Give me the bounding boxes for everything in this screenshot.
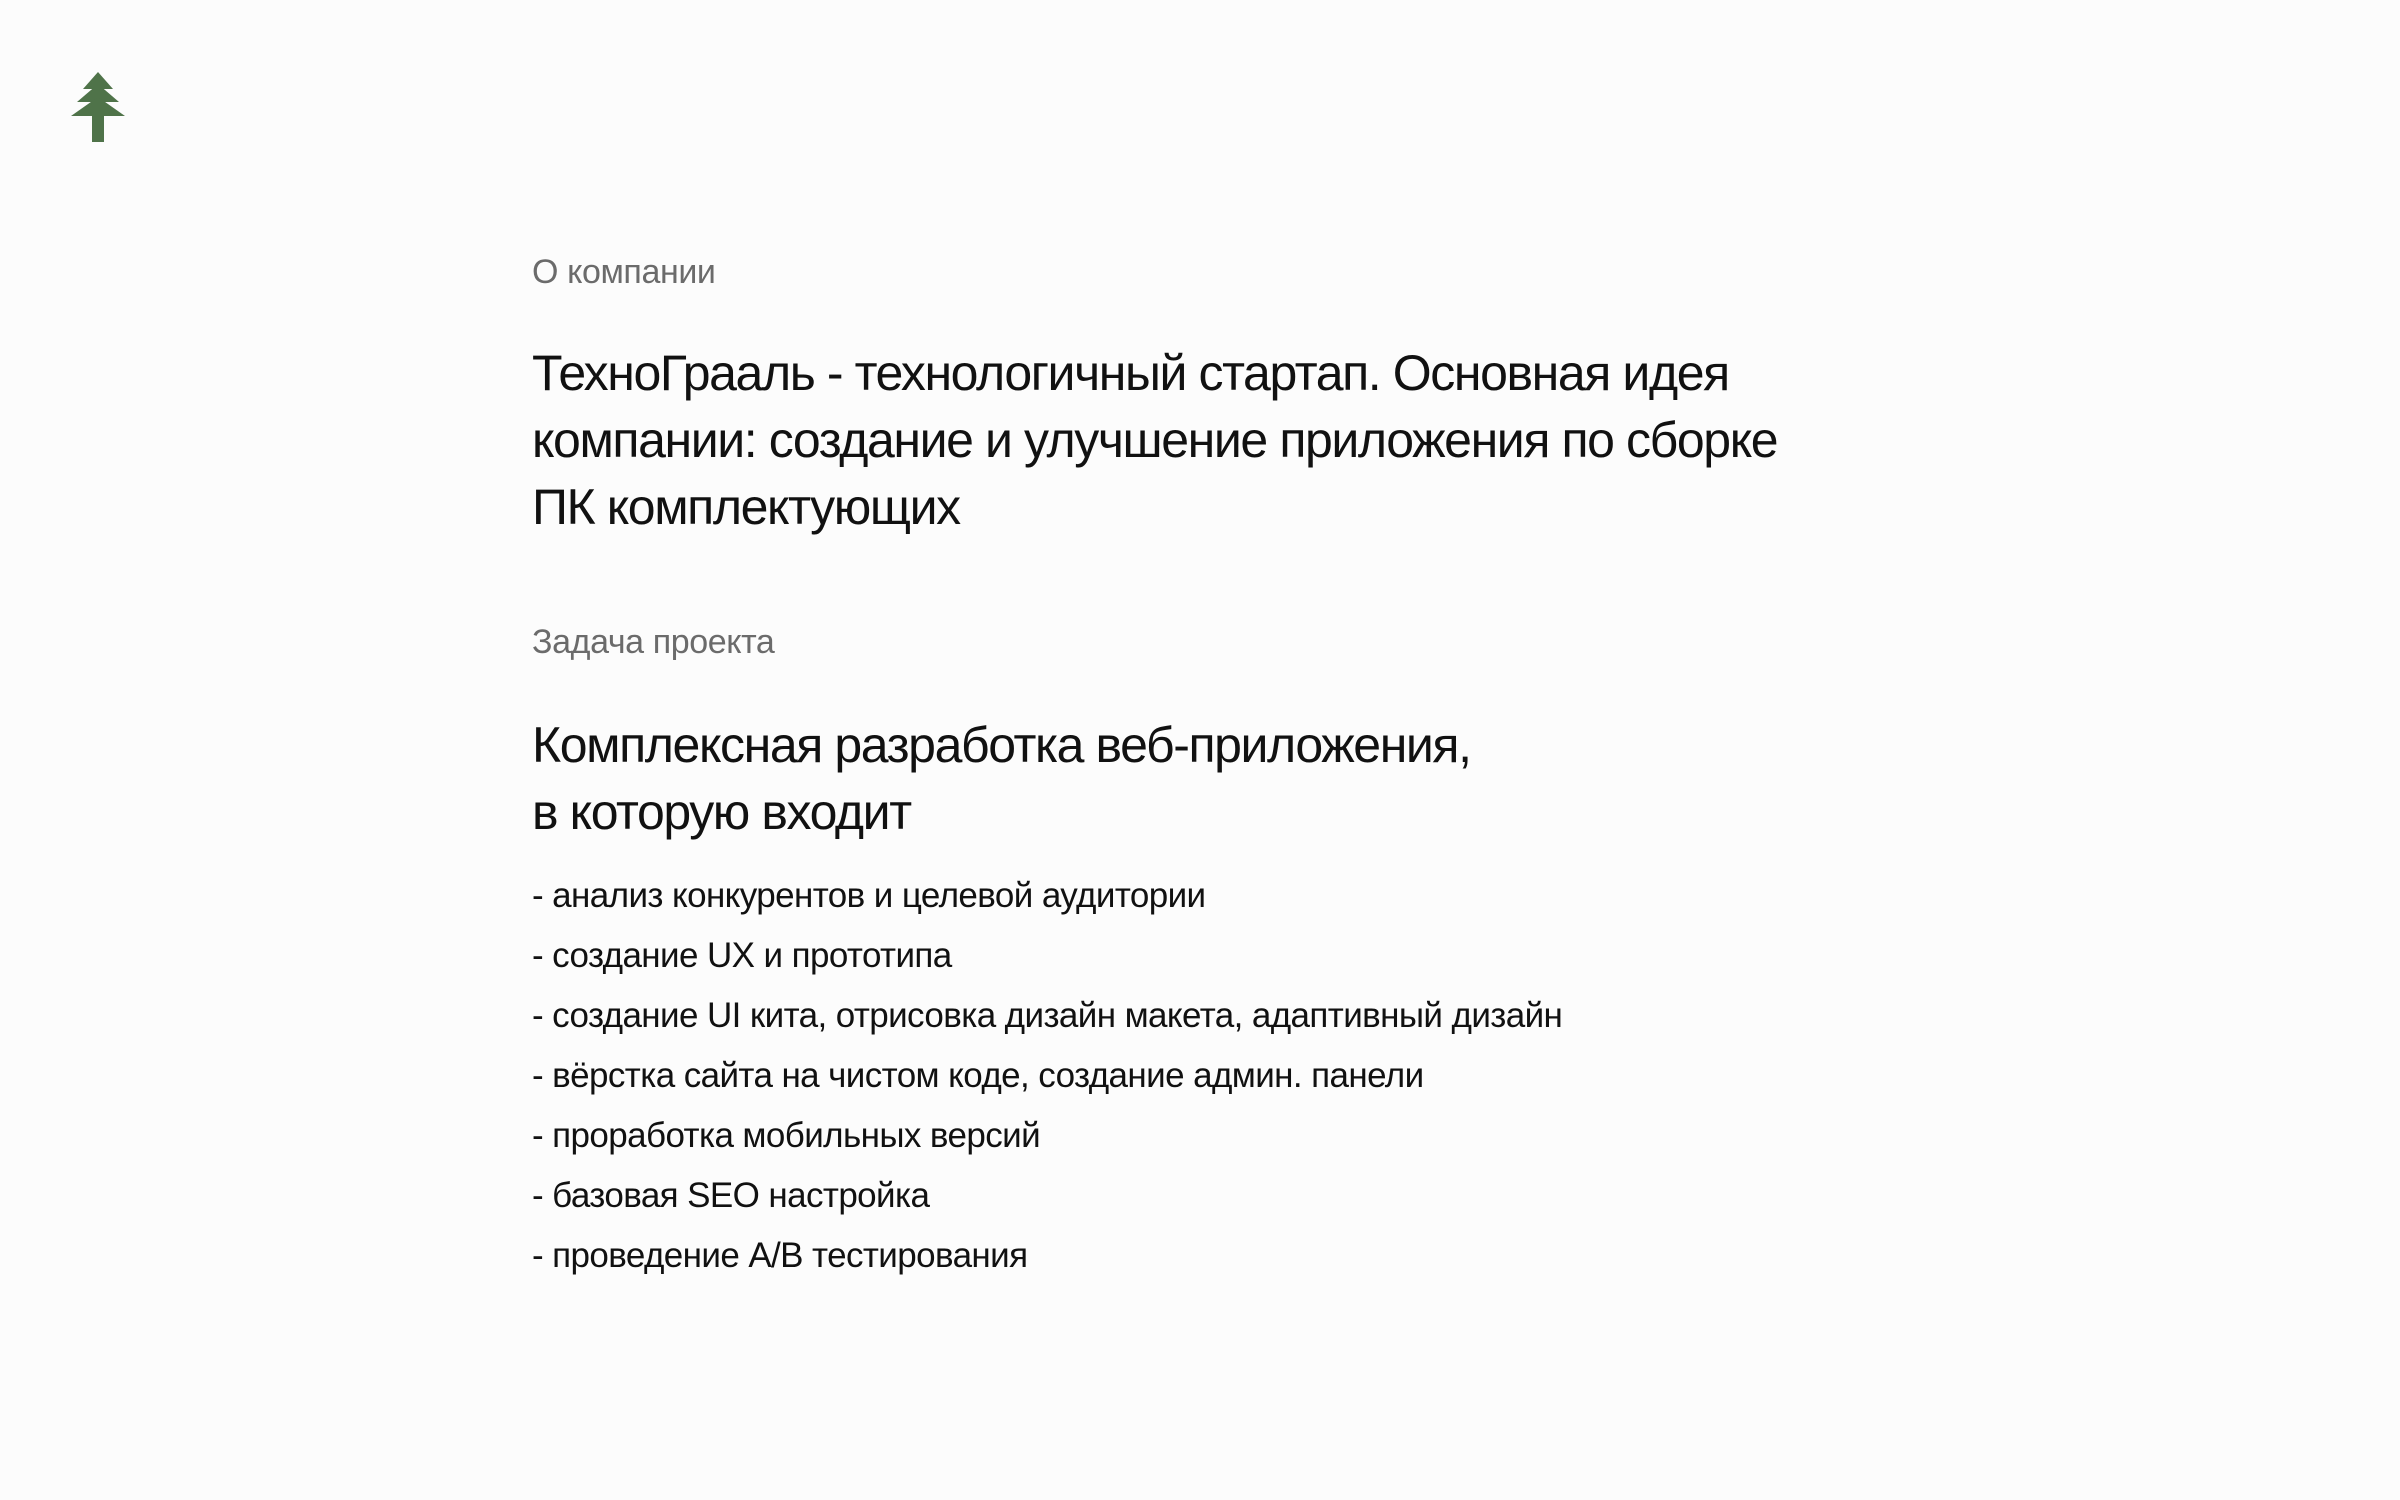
about-line: ПК комплектующих	[532, 479, 960, 535]
task-item: - вёрстка сайта на чистом коде, создание админ. панели	[532, 1056, 1424, 1095]
about-description	[532, 340, 1852, 541]
task-item: - создание UI кита, отрисовка дизайн макета, адаптивный дизайн	[532, 996, 1563, 1035]
task-item: - анализ конкурентов и целевой аудитории	[532, 876, 1206, 915]
task-item: - проведение A/B тестирования	[532, 1236, 1028, 1275]
task-list	[532, 866, 1562, 1286]
task-item: - проработка мобильных версий	[532, 1116, 1041, 1155]
task-heading-line: в которую входит	[532, 784, 911, 840]
task-item: - создание UX и прототипа	[532, 936, 952, 975]
pine-tree-icon	[70, 72, 126, 142]
logo[interactable]	[70, 72, 126, 142]
about-label: О компании	[532, 253, 716, 291]
about-line: ТехноГрааль - технологичный стартап. Основная идея	[532, 345, 1729, 401]
task-heading	[532, 712, 1632, 846]
task-label: Задача проекта	[532, 623, 775, 661]
task-item: - базовая SEO настройка	[532, 1176, 930, 1215]
task-heading-line: Комплексная разработка веб-приложения,	[532, 717, 1471, 773]
about-line: компании: создание и улучшение приложения по сборке	[532, 412, 1778, 468]
